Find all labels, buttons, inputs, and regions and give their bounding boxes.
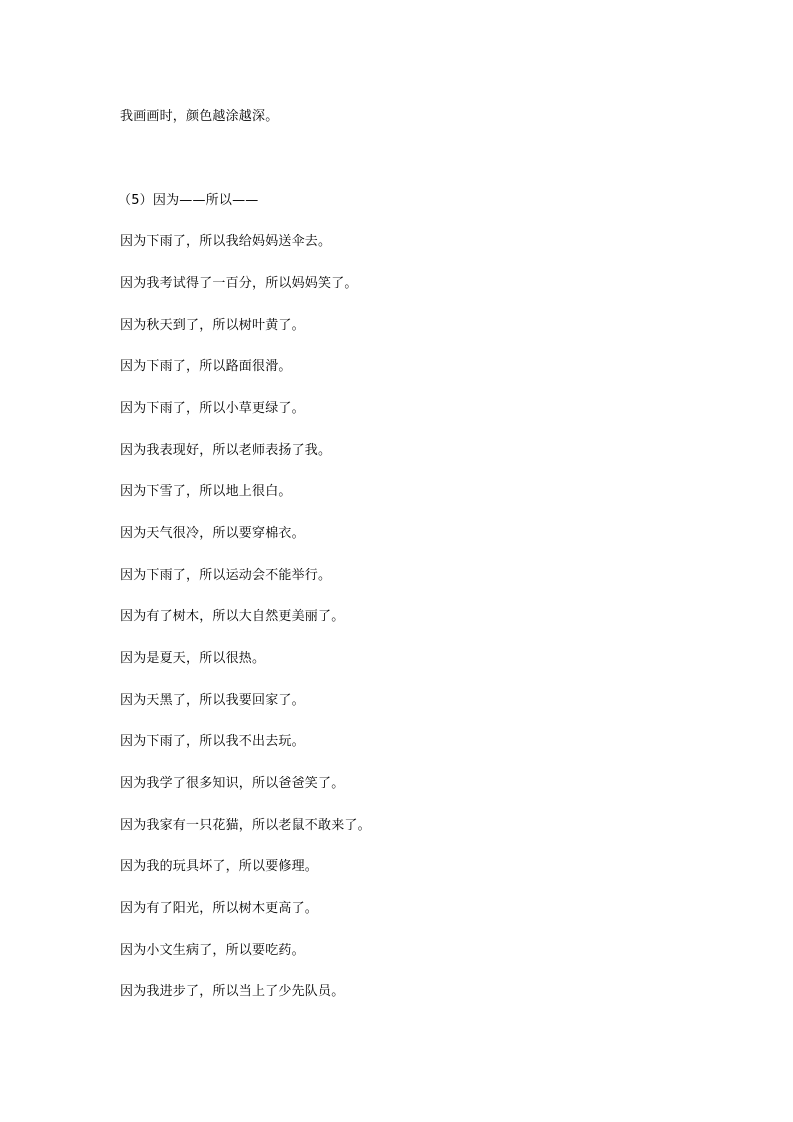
sentence-line: 因为下雨了，所以小草更绿了。 [120, 401, 305, 416]
sentence-line: 因为我进步了，所以当上了少先队员。 [120, 984, 345, 999]
sentence-line: 因为有了阳光，所以树木更高了。 [120, 901, 319, 916]
sentence-line: 因为我家有一只花猫，所以老鼠不敢来了。 [120, 818, 371, 833]
sentence-line: 因为我学了很多知识，所以爸爸笑了。 [120, 776, 345, 791]
sentence-line: 因为天气很冷，所以要穿棉衣。 [120, 526, 305, 541]
sentence-line: 因为下雪了，所以地上很白。 [120, 484, 292, 499]
sentence-line: 因为小文生病了，所以要吃药。 [120, 943, 305, 958]
sentence-line: 因为我的玩具坏了，所以要修理。 [120, 859, 319, 874]
sentence-line: 因为下雨了，所以运动会不能举行。 [120, 568, 332, 583]
intro-sentence: 我画画时，颜色越涂越深。 [120, 109, 279, 124]
sentence-line: 因为是夏天，所以很热。 [120, 651, 266, 666]
sentence-line: 因为秋天到了，所以树叶黄了。 [120, 318, 305, 333]
sentence-line: 因为我表现好，所以老师表扬了我。 [120, 443, 332, 458]
sentence-line: 因为我考试得了一百分，所以妈妈笑了。 [120, 276, 358, 291]
sentence-line: 因为下雨了，所以路面很滑。 [120, 359, 292, 374]
sentence-line: 因为下雨了，所以我给妈妈送伞去。 [120, 234, 332, 249]
sentence-line: 因为下雨了，所以我不出去玩。 [120, 734, 305, 749]
sentence-line: 因为天黑了，所以我要回家了。 [120, 693, 305, 708]
sentence-line: 因为有了树木，所以大自然更美丽了。 [120, 609, 345, 624]
section-heading: （5）因为——所以—— [118, 193, 259, 208]
